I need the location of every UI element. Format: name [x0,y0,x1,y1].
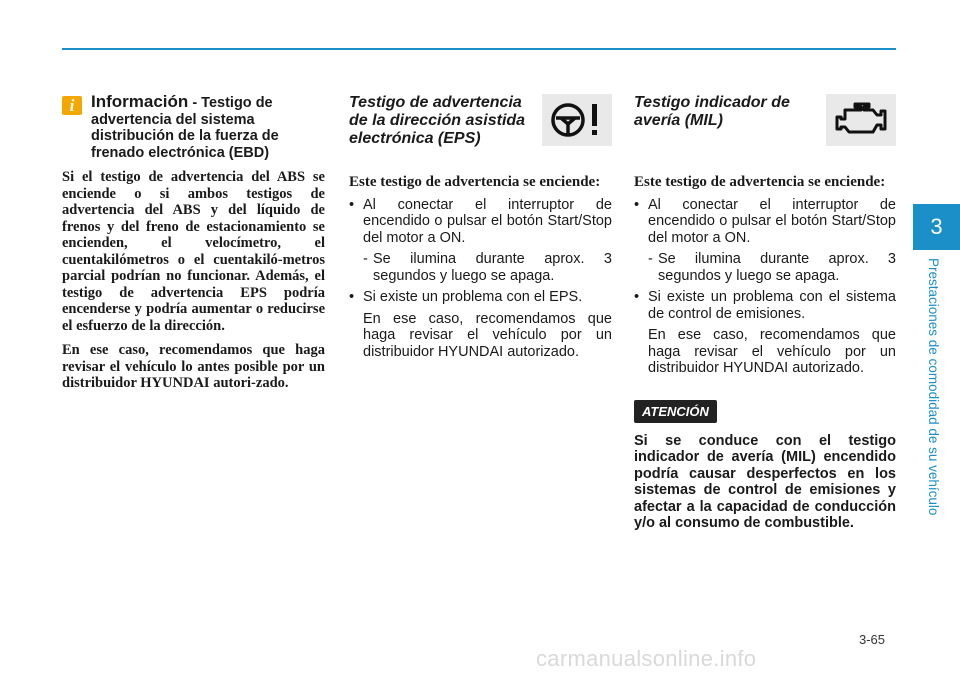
eps-sub-1: - Se ilumina durante aprox. 3 segundos y luego se apaga. [363,251,612,284]
eps-lead: Este testigo de advertencia se enciende: [349,174,601,190]
mil-sub-1: - Se ilumina durante aprox. 3 segundos y luego se apaga. [648,251,896,284]
eps-title: Testigo de advertencia de la dirección asistida electrónica (EPS) [349,94,526,147]
top-rule [62,48,896,50]
eps-bullet-2: • Si existe un problema con el EPS. [349,289,583,305]
info-icon: i [62,96,82,115]
chapter-title: Prestaciones de comodidad de su vehículo [926,258,941,516]
eps-bullet-1: • Al conectar el interruptor de encendido o pulsar el botón Start/Stop del motor a ON. [349,196,612,246]
eps-column [349,94,612,365]
atencion-text: Si se conduce con el testigo indicador de avería (MIL) encendido podría causar desperfectos en los sistemas de control de emisiones y afectar a la capacidad de conducción y/o al consumo de combustible. [634,432,896,531]
info-title: Información [91,92,189,111]
info-column [62,94,325,392]
info-subtitle: - Testigo de advertencia del sistema distribución de la fuerza de frenado electrónica (EBD) [91,95,279,161]
mil-column [634,94,896,532]
mil-header [634,94,896,168]
page-number: 3-65 [859,632,886,647]
mil-lead: Este testigo de advertencia se enciende: [634,174,886,190]
watermark[interactable]: carmanualsonline.info [536,646,757,671]
info-paragraph-2: En ese caso, recomendamos que haga revisar el vehículo lo antes posible por un distribuidor HYUNDAI autori-zado. [62,342,325,391]
atencion-badge: ATENCIÓN [634,400,717,423]
eps-header [349,94,612,168]
mil-title: Testigo indicador de avería (MIL) [634,94,790,129]
chapter-number: 3 [930,214,943,239]
chapter-tab [913,204,960,250]
info-header [62,94,325,161]
engine-check-icon [826,94,896,146]
mil-bullet-2: • Si existe un problema con el sistema de control de emisiones. [634,289,896,322]
eps-note: En ese caso, recomendamos que haga revisar el vehículo por un distribuidor HYUNDAI autorizado. [363,310,612,360]
steering-wheel-warning-icon [542,94,612,146]
mil-note: En ese caso, recomendamos que haga revisar el vehículo por un distribuidor HYUNDAI autorizado. [648,327,896,376]
mil-bullet-1: • Al conectar el interruptor de encendido o pulsar el botón Start/Stop del motor a ON. [634,196,896,246]
info-paragraph-1: Si el testigo de advertencia del ABS se enciende o si ambos testigos de advertencia del ABS y del líquido de frenos y del freno de estacionamiento se encienden, el velocímetro, el cuentakilómetros o el cuentakiló-metros parcial podrían no funcionar. Además, el testigo de advertencia EPS podría encenderse y podría aumentar o reducirse el esfuerzo de la dirección. [62,169,325,334]
